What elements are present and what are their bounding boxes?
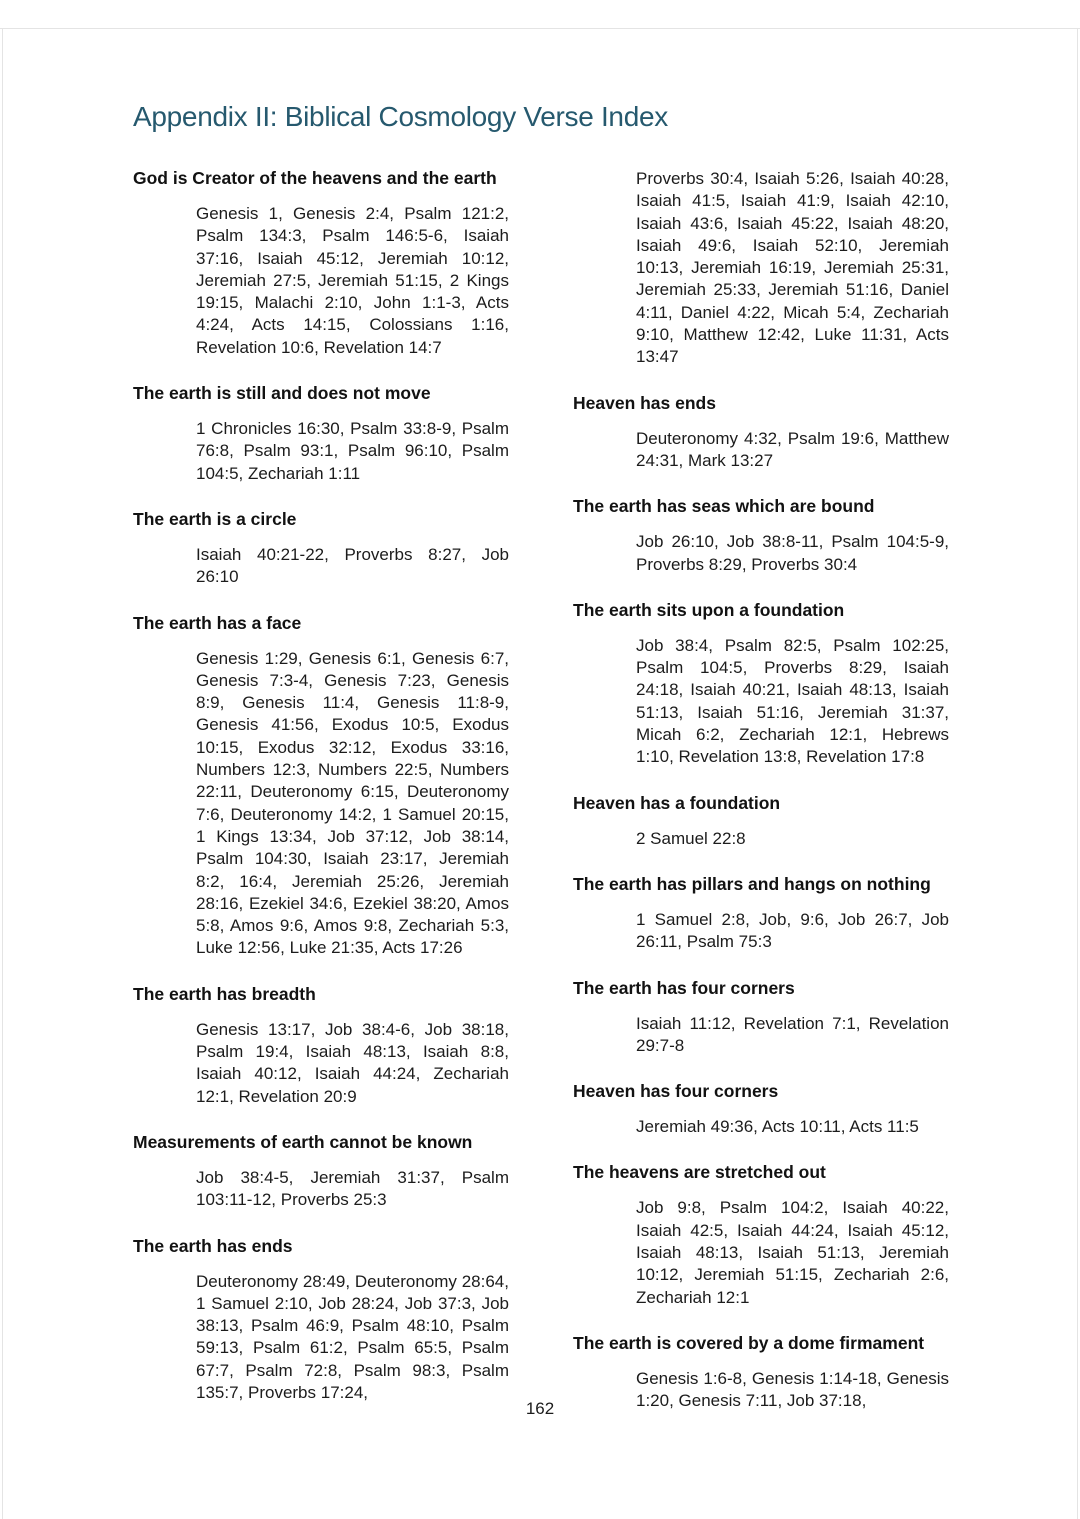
section-heading: The heavens are stretched out [573, 1162, 826, 1183]
verse-list: Job 26:10, Job 38:8-11, Psalm 104:5-9, Proverbs 8:29, Proverbs 30:4 [636, 532, 949, 574]
verse-section [573, 1162, 949, 1308]
verse-list: Genesis 1, Genesis 2:4, Psalm 121:2, Psalm 134:3, Psalm 146:5-6, Isaiah 37:16, Isaiah 45:12, Jeremiah 10:12, Jeremiah 27:5, Jeremiah 51:15, 2 Kings 19:15, Malachi 2:10, John 1:1-3, Acts 4:24, Acts 14:15, Colossians 1:16, Revelation 10:6, Revelation 14:7 [196, 204, 509, 357]
section-heading: God is Creator of the heavens and the earth [133, 168, 497, 188]
section-heading: Measurements of earth cannot be known [133, 1131, 473, 1152]
verse-section [573, 874, 949, 954]
section-heading: The earth is covered by a dome firmament [573, 1332, 925, 1353]
verse-list: Genesis 1:29, Genesis 6:1, Genesis 6:7, Genesis 7:3-4, Genesis 7:23, Genesis 8:9, Genesis 11:4, Genesis 11:8-9, Genesis 41:56, Exodus 10:5, Exodus 10:15, Exodus 32:12, Exodus 33:16, Numbers 12:3, Numbers 22:5, Numbers 22:11, Deuteronomy 6:15, Deuteronomy 7:6, Deuteronomy 14:2, 1 Samuel 20:15, 1 Kings 13:34, Job 37:12, Job 38:14, Psalm 104:30, Isaiah 23:17, Jeremiah 8:2, 16:4, Jeremiah 25:26, Jeremiah 28:16, Ezekiel 34:6, Ezekiel 38:20, Amos 5:8, Amos 9:6, Amos 9:8, Zechariah 5:3, Luke 12:56, Luke 21:35, Acts 17:26 [196, 648, 509, 958]
verse-list: Deuteronomy 4:32, Psalm 19:6, Matthew 24:31, Mark 13:27 [636, 428, 949, 470]
verse-list: Isaiah 40:21-22, Proverbs 8:27, Job 26:10 [196, 544, 509, 587]
verse-section [133, 1236, 509, 1405]
page-edge-right [1077, 28, 1078, 1519]
verse-list: Deuteronomy 28:49, Deuteronomy 28:64, 1 Samuel 2:10, Job 28:24, Job 37:3, Job 38:13, Psalm 46:9, Psalm 48:10, Psalm 59:13, Psalm 61:2, Psalm 65:5, Psalm 67:7, Psalm 72:8, Psalm 98:3, Psalm 135:7, Proverbs 17:24, [196, 1271, 509, 1402]
page-edge-top [0, 28, 1080, 29]
verse-section [573, 600, 949, 769]
verse-section [573, 1081, 949, 1138]
verse-list: Genesis 13:17, Job 38:4-6, Job 38:18, Psalm 19:4, Isaiah 48:13, Isaiah 8:8, Isaiah 40:12, Isaiah 44:24, Zechariah 12:1, Revelation 20:9 [196, 1019, 509, 1106]
section-heading: The earth is a circle [133, 508, 297, 529]
verse-list: 1 Chronicles 16:30, Psalm 33:8-9, Psalm 76:8, Psalm 93:1, Psalm 96:10, Psalm 104:5, Zechariah 1:11 [196, 419, 509, 483]
section-heading: The earth has pillars and hangs on nothing [573, 873, 931, 894]
section-heading: The earth sits upon a foundation [573, 599, 845, 620]
verse-list: Genesis 1:6-8, Genesis 1:14-18, Genesis 1:20, Genesis 7:11, Job 37:18, [636, 1368, 949, 1411]
section-heading: The earth has four corners [573, 977, 795, 998]
verse-section [133, 1132, 509, 1212]
verse-list: Job 9:8, Psalm 104:2, Isaiah 40:22, Isaiah 42:5, Isaiah 44:24, Isaiah 45:12, Isaiah 48:13, Isaiah 51:13, Jeremiah 10:12, Jeremiah 51:15, Zechariah 2:6, Zechariah 12:1 [636, 1198, 949, 1307]
verse-section [133, 984, 509, 1108]
verse-section [133, 613, 509, 960]
verse-list: Jeremiah 49:36, Acts 10:11, Acts 11:5 [636, 1117, 919, 1137]
verse-section [573, 978, 949, 1058]
verse-section [133, 509, 509, 589]
verse-list: Proverbs 30:4, Isaiah 5:26, Isaiah 40:28, Isaiah 41:5, Isaiah 41:9, Isaiah 42:10, Isaiah 43:6, Isaiah 45:22, Isaiah 48:20, Isaiah 49:6, Isaiah 52:10, Jeremiah 10:13, Jeremiah 16:19, Jeremiah 25:31, Jeremiah 25:33, Jeremiah 51:16, Daniel 4:11, Daniel 4:22, Micah 5:4, Zechariah 9:10, Matthew 12:42, Luke 11:31, Acts 13:47 [636, 169, 949, 367]
page-number: 162 [525, 1399, 555, 1418]
verse-index-column-right [573, 168, 949, 1437]
verse-section [133, 168, 509, 359]
verse-index-column-left [133, 168, 509, 1428]
section-heading: The earth has ends [133, 1235, 293, 1256]
section-heading: The earth has breadth [133, 983, 316, 1004]
verse-section [573, 168, 949, 369]
verse-section [573, 496, 949, 576]
verse-list: 2 Samuel 22:8 [636, 828, 746, 848]
verse-list: Job 38:4-5, Jeremiah 31:37, Psalm 103:11-12, Proverbs 25:3 [196, 1167, 509, 1210]
page-title: Appendix II: Biblical Cosmology Verse Index [133, 101, 668, 132]
verse-section [133, 383, 509, 485]
verse-list: 1 Samuel 2:8, Job, 9:6, Job 26:7, Job 26:11, Psalm 75:3 [636, 909, 949, 952]
verse-list: Isaiah 11:12, Revelation 7:1, Revelation 29:7-8 [636, 1013, 949, 1055]
section-heading: Heaven has four corners [573, 1081, 779, 1102]
section-heading: Heaven has ends [573, 392, 716, 413]
section-heading: The earth has seas which are bound [573, 496, 875, 517]
verse-section [573, 793, 949, 850]
section-heading: The earth has a face [133, 612, 302, 633]
verse-list: Job 38:4, Psalm 82:5, Psalm 102:25, Psalm 104:5, Proverbs 8:29, Isaiah 24:18, Isaiah 40:21, Isaiah 48:13, Isaiah 51:13, Isaiah 51:16, Jeremiah 31:37, Micah 6:2, Zechariah 12:1, Hebrews 1:10, Revelation 13:8, Revelation 17:8 [636, 635, 949, 767]
page-edge-left [2, 28, 3, 1519]
section-heading: Heaven has a foundation [573, 792, 781, 813]
section-heading: The earth is still and does not move [133, 383, 431, 404]
verse-section [573, 393, 949, 473]
